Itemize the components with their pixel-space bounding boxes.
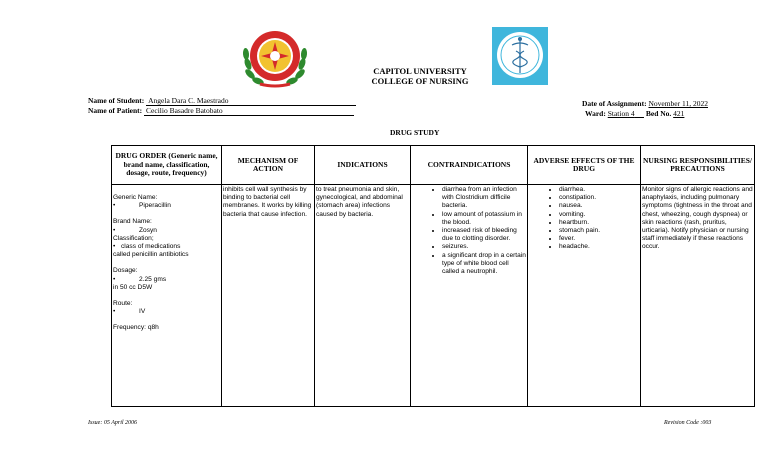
contraindications-cell bbox=[411, 185, 528, 407]
nursing-cell: Monitor signs of allergic reactions and anaphylaxis, including pulmonary symptoms (tightness in the throat and chest, wheezing, cough dyspnea) or skin reactions (rash, pruritus, urticaria). Notify physician or nursing staff immediately if these reactions occur. bbox=[641, 185, 755, 407]
list-item: • low amount of potassium in the blood. bbox=[442, 211, 526, 227]
header bbox=[350, 66, 490, 86]
list-item: • fever. bbox=[559, 235, 639, 243]
date-value: November 11, 2022 bbox=[648, 99, 708, 108]
ward-value: Station 4 bbox=[607, 108, 635, 118]
drug-order-cell bbox=[112, 185, 222, 407]
frequency: Frequency: q8h bbox=[113, 324, 159, 332]
list-item: • increased risk of bleeding due to clotting disorder. bbox=[442, 227, 526, 243]
contraindications-list bbox=[412, 186, 526, 276]
class-label: Classification; bbox=[113, 234, 154, 242]
dosage-item: • 2.25 gms bbox=[113, 275, 167, 283]
university-name: CAPITOL UNIVERSITY bbox=[373, 66, 467, 76]
adverse-effects-list bbox=[529, 186, 639, 252]
indications-cell: to treat pneumonia and skin, gynecological, and abdominal (stomach area) infections caused by bacteria. bbox=[315, 185, 411, 407]
list-item: • vomiting. bbox=[559, 211, 639, 219]
list-item: • seizures. bbox=[442, 243, 526, 251]
brand-item: • Zosyn bbox=[113, 226, 157, 234]
class-value-2: called penicillin antibiotics bbox=[113, 251, 189, 259]
page-title: DRUG STUDY bbox=[390, 128, 440, 137]
header-nursing: NURSING RESPONSIBILITIES/ PRECAUTIONS bbox=[641, 146, 755, 185]
header-drug-order: DRUG ORDER (Generic name, brand name, classification, dosage, route, frequency) bbox=[112, 146, 222, 185]
college-of-nursing-logo bbox=[492, 27, 548, 85]
header-indications: INDICATIONS bbox=[315, 146, 411, 185]
date-row: Date of Assignment: November 11, 2022 bbox=[582, 99, 708, 108]
dosage-value-2: in 50 cc D5W bbox=[113, 283, 153, 291]
adverse-effects-cell bbox=[528, 185, 641, 407]
bed-value: 421 bbox=[673, 108, 685, 118]
revision-code: Revision Code :003 bbox=[664, 420, 712, 426]
header-contraindications: CONTRAINDICATIONS bbox=[411, 146, 528, 185]
mechanism-cell: inhibits cell wall synthesis by binding to bacterial cell membranes. It works by killing bacteria that cause infection. bbox=[222, 185, 315, 407]
patient-name: Cecilio Basadre Batobato bbox=[144, 106, 354, 116]
class-value: class of medications bbox=[121, 243, 181, 251]
list-item: • nausea. bbox=[559, 202, 639, 210]
route-item: • IV bbox=[113, 308, 146, 316]
student-info bbox=[88, 96, 356, 116]
patient-row bbox=[88, 106, 356, 116]
list-item: • headache. bbox=[559, 243, 639, 251]
college-name: COLLEGE OF NURSING bbox=[371, 76, 469, 86]
date-label: Date of Assignment bbox=[582, 99, 645, 108]
generic-label: Generic Name: bbox=[113, 194, 158, 201]
table-row bbox=[112, 185, 755, 407]
assignment-info bbox=[582, 99, 708, 118]
list-item: • stomach pain. bbox=[559, 227, 639, 235]
header-mechanism: MECHANISM OF ACTION bbox=[222, 146, 315, 185]
route-value: IV bbox=[139, 308, 146, 316]
list-item: • constipation. bbox=[559, 194, 639, 202]
ward-label: Ward bbox=[585, 108, 604, 118]
capitol-university-seal bbox=[240, 28, 310, 88]
route-label: Route: bbox=[113, 300, 133, 308]
generic-value: Piperacillin bbox=[139, 202, 171, 210]
brand-value: Zosyn bbox=[139, 226, 157, 234]
generic-item: • Piperacillin bbox=[113, 202, 171, 210]
list-item: • heartburn. bbox=[559, 219, 639, 227]
list-item: • a significant drop in a certain type of white blood cell called a neutrophil. bbox=[442, 252, 526, 277]
bed-label: Bed No. bbox=[645, 108, 672, 118]
brand-label: Brand Name: bbox=[113, 218, 152, 226]
student-label: Name of Student: bbox=[88, 96, 145, 105]
student-row bbox=[88, 96, 356, 106]
header-adverse-effects: ADVERSE EFFECTS OF THE DRUG bbox=[528, 146, 641, 185]
dosage-value: 2.25 gms bbox=[139, 275, 167, 283]
list-item: • diarrhea from an infection with Clostridium difficile bacteria. bbox=[442, 186, 526, 211]
table-header-row bbox=[112, 146, 755, 185]
dosage-label: Dosage: bbox=[113, 267, 138, 275]
class-item: • class of medications bbox=[113, 243, 181, 251]
list-item: • diarrhea. bbox=[559, 186, 639, 194]
drug-study-table bbox=[111, 145, 755, 407]
student-name: Angela Dara C. Maestrado bbox=[146, 96, 356, 106]
ward-row: Ward: Station 4 Bed No. 421 bbox=[585, 108, 685, 118]
patient-label: Name of Patient: bbox=[88, 106, 143, 115]
issue-date: Issue: 05 April 2006 bbox=[88, 420, 138, 426]
